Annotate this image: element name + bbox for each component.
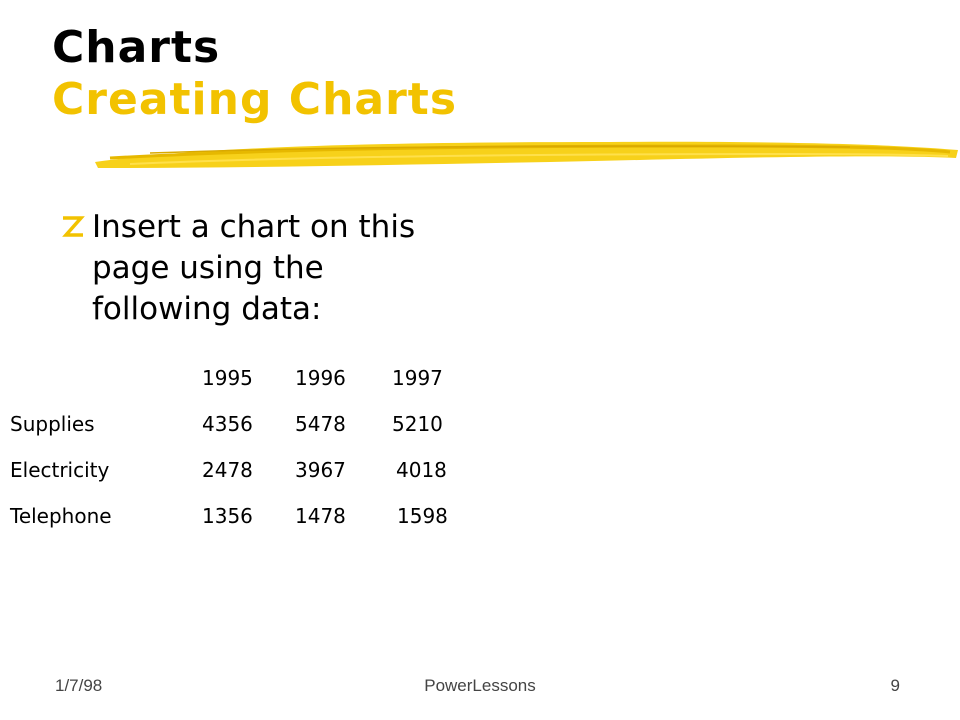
table-cell: 4018: [396, 458, 447, 482]
footer-title: PowerLessons: [424, 676, 536, 695]
table-header-row: [0, 366, 470, 396]
z-bullet-icon: [60, 209, 86, 239]
table-row-label: Telephone: [10, 504, 112, 528]
brush-stroke-divider: [90, 128, 960, 178]
slide-title-block: [52, 22, 457, 126]
bullet-item: [60, 207, 460, 330]
table-row: [0, 412, 470, 442]
footer-page-number: 9: [890, 676, 900, 695]
footer-date: 1/7/98: [55, 676, 103, 695]
table-cell: 1598: [397, 504, 448, 528]
table-row-label: Electricity: [10, 458, 110, 482]
table-cell: 3967: [295, 458, 346, 482]
table-row-label: Supplies: [10, 412, 95, 436]
slide-title: Charts: [52, 22, 221, 73]
table-row: [0, 504, 470, 534]
table-header-cell: 1995: [202, 366, 253, 390]
slide-subtitle: Creating Charts: [52, 74, 458, 125]
table-row: [0, 458, 470, 488]
table-cell: 2478: [202, 458, 253, 482]
table-cell: 5478: [295, 412, 346, 436]
bullet-text: Insert a chart on this page using the following data:: [92, 209, 416, 327]
table-cell: 1478: [295, 504, 346, 528]
table-header-cell: 1996: [295, 366, 346, 390]
table-header-cell: 1997: [392, 366, 443, 390]
table-cell: 1356: [202, 504, 253, 528]
table-cell: 4356: [202, 412, 253, 436]
table-cell: 5210: [392, 412, 443, 436]
